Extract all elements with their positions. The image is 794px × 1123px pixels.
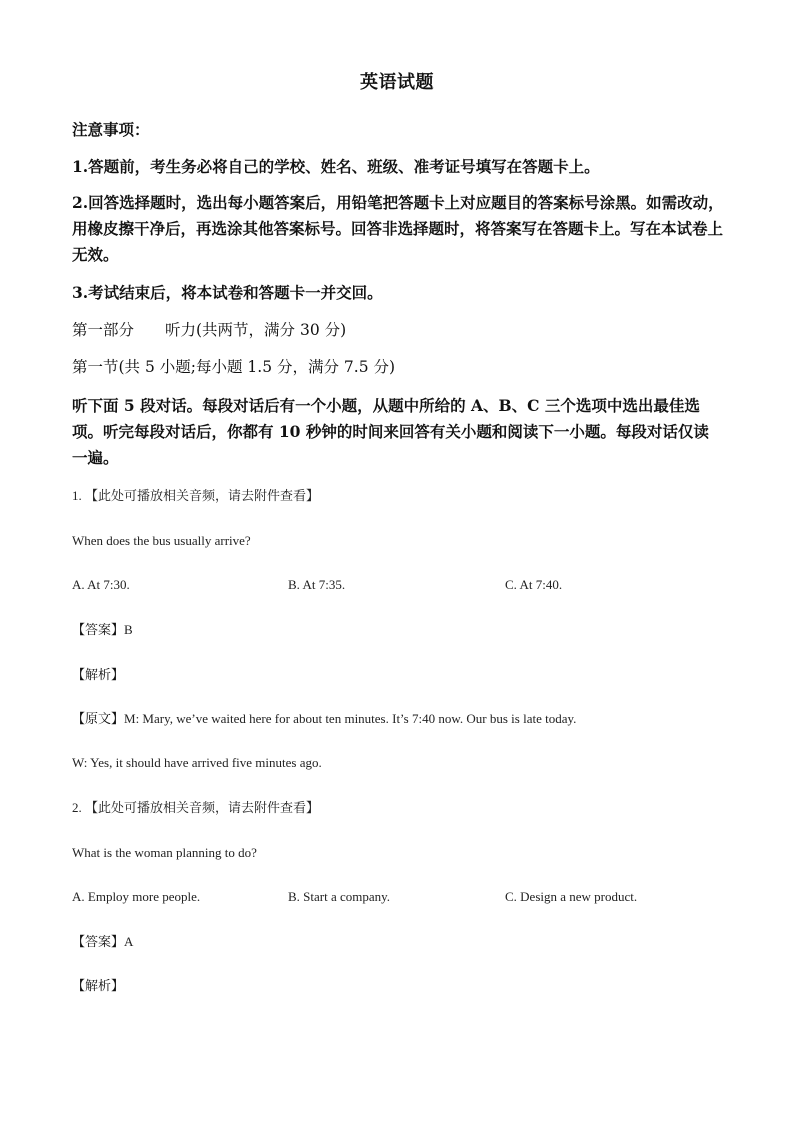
option-c: C. At 7:40. xyxy=(505,577,563,592)
transcript-tag: 【原文】 xyxy=(72,711,125,726)
question-1-audio[interactable] xyxy=(72,486,722,506)
answer-tag: 【答案】 xyxy=(72,622,125,637)
notice-item-3: 3.考试结束后，将本试卷和答题卡一并交回。 xyxy=(72,283,383,302)
option-a: A. Employ more people. xyxy=(72,889,201,904)
notice-heading: 注意事项： xyxy=(72,120,150,139)
option-b: B. Start a company. xyxy=(288,889,391,904)
answer-value: A xyxy=(124,934,134,949)
question-1-transcript xyxy=(72,709,722,729)
question-1-options xyxy=(72,575,722,595)
question-1-answer xyxy=(72,620,722,640)
section1-heading: 第一节(共 5 小题;每小题 1.5 分，满分 7.5 分) xyxy=(72,358,396,376)
answer-tag: 【答案】 xyxy=(72,934,125,949)
notice-section xyxy=(72,117,722,143)
notice-item-2: 2.回答选择题时，选出每小题答案后，用铅笔把答题卡上对应题目的答案标号涂黑。如需改动，用橡皮擦干净后，再选涂其他答案标号。回答非选择题时，将答案写在答题卡上。写在本试卷上无效。 xyxy=(72,193,724,264)
part-heading xyxy=(72,317,722,343)
question-2-audio[interactable] xyxy=(72,798,722,818)
transcript-man: M: Mary, we’ve waited here for about ten minutes. It’s 7:40 now. Our bus is late today. xyxy=(124,711,577,726)
notice-item xyxy=(72,154,722,180)
part1-heading: 第一部分 听力(共两节，满分 30 分) xyxy=(72,321,347,339)
option-b: B. At 7:35. xyxy=(288,577,346,592)
audio-link[interactable]: 1. 【此处可播放相关音频，请去附件查看】 xyxy=(72,488,320,503)
question-2-options xyxy=(72,887,722,907)
section-heading xyxy=(72,354,722,380)
question-2-text: What is the woman planning to do? xyxy=(72,845,257,860)
question-2-answer xyxy=(72,932,722,952)
question-1-transcript-woman: W: Yes, it should have arrived five minutes ago. xyxy=(72,755,322,770)
answer-value: B xyxy=(124,622,133,637)
question-2-analysis xyxy=(72,976,722,996)
page-title: 英语试题 xyxy=(360,72,434,93)
instructions-text: 听下面 5 段对话。每段对话后有一个小题，从题中所给的 A、B、C 三个选项中选出最佳选项。听完每段对话后，你都有 10 秒钟的时间来回答有关小题和阅读下一小题。每段对话仅读一遍。 xyxy=(72,396,709,467)
notice-item xyxy=(72,190,724,268)
analysis-tag: 【解析】 xyxy=(72,667,125,682)
question-1-analysis xyxy=(72,665,722,685)
option-a: A. At 7:30. xyxy=(72,577,130,592)
listening-instructions xyxy=(72,393,724,471)
analysis-tag: 【解析】 xyxy=(72,978,125,993)
option-c: C. Design a new product. xyxy=(505,889,638,904)
notice-item-1: 1.答题前，考生务必将自己的学校、姓名、班级、准考证号填写在答题卡上。 xyxy=(72,157,600,176)
notice-item xyxy=(72,280,722,306)
audio-link[interactable]: 2. 【此处可播放相关音频，请去附件查看】 xyxy=(72,800,320,815)
question-1-text: When does the bus usually arrive? xyxy=(72,533,251,548)
